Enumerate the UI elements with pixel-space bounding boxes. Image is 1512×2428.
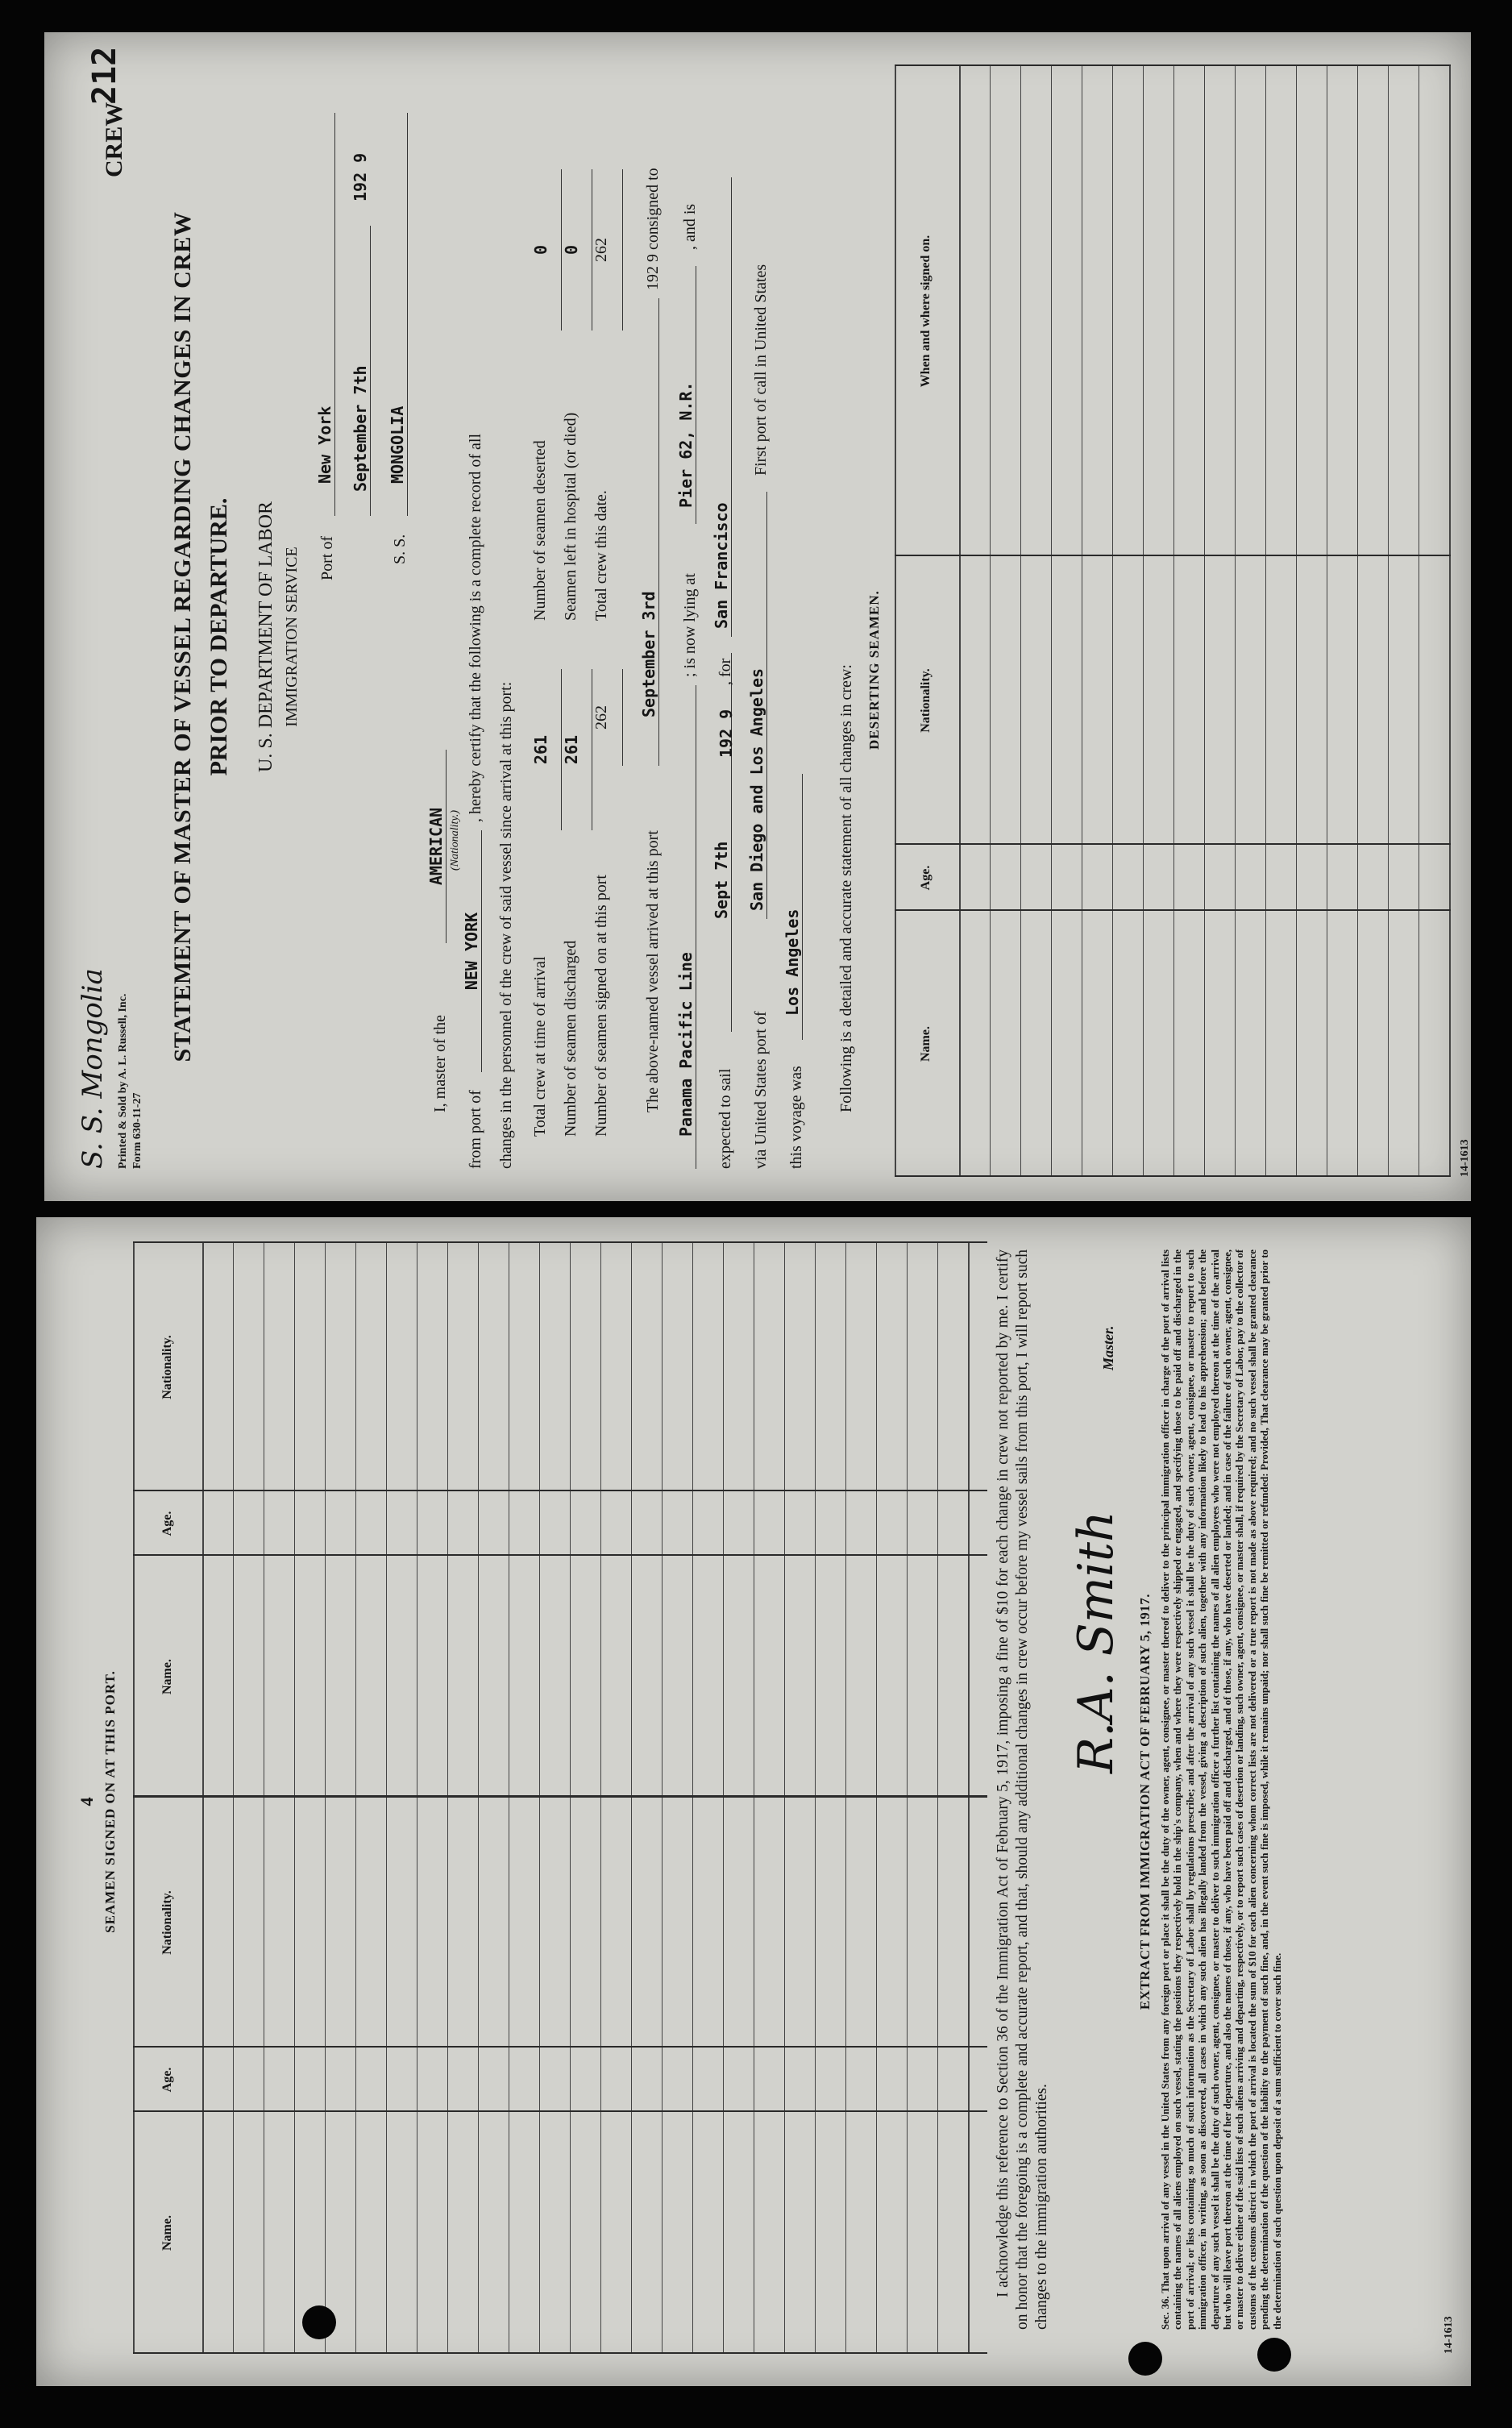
extract-text: Sec. 36. That upon arrival of any vessel in the United States from any foreign port or place it shall be the duty of the owner, agent, consignee, or master thereof to deliver to the principal immigration officer in charge of the port of arrival lists containing the names of all aliens employed on such vessel, stating the positions they respectively hold in the ship's company, when and where they were respectively shipped or engaged, and specifying those to be paid off and discharged in the port of arrival; or lists containing so much of such information as the Secretary of Labor shall by regulations prescribe; and after the arrival of any such vessel it shall be the duty of such owner, agent, consignee, or master to report to such immigration officer, in writing, as soon as discovered, all cases in which any such alien has illegally landed from the vessel, giving a description of such alien, together with any information likely to lead to his apprehension; and before the departure of any such vessel it shall be the duty of such owner, agent, consignee, or master to deliver to such immigration officer a further list containing the names of all alien employees who were not employed thereon at the time of the arrival but who will leave port thereon at the time of her departure, and also the names of those, if any, who have been paid off and discharged, and of those, if any, who have deserted or landed; and in case of the failure of such owner, agent, consignee, or master to deliver either of the said lists of such aliens arriving and departing, respectively, or to report such cases of desertion or landing, such owner, agent, consignee, or master shall, if required by the Secretary of Labor, pay to the collector of customs of the customs district in which the port of arrival is located the sum of $10 for each alien concerning whom correct lists are not delivered or a true report is not made as above required; and no such vessel shall be granted clearance pending the determination of the question of the liability to the payment of such fine, and, in the event such fine is imposed, while it remains unpaid; nor shall such fine be remitted or refunded: Provided, That clearance may be granted prior to the determination of such question upon deposit of a sum sufficient to cover such fine. bbox=[1160, 1249, 1283, 2330]
stat-label: Number of seamen signed on at this port bbox=[592, 875, 610, 1137]
col-header-age: Age. bbox=[160, 2067, 174, 2093]
crew-number: 212 bbox=[86, 46, 123, 105]
stat-value: 0 bbox=[531, 169, 562, 331]
deserting-title: DESERTING SEAMEN. bbox=[866, 590, 882, 750]
handwritten-vessel-note: S. S. Mongolia bbox=[77, 968, 109, 1169]
col-header-age: Age. bbox=[919, 865, 933, 891]
stats-left bbox=[531, 653, 623, 1137]
first-port-text: First port of call in United States bbox=[752, 264, 770, 476]
department-name: U. S. DEPARTMENT OF LABOR bbox=[255, 501, 276, 772]
col-header-nationality-2: Nationality. bbox=[160, 1335, 174, 1399]
stat-label: Number of seamen deserted bbox=[531, 440, 549, 621]
form-front-content bbox=[44, 32, 1471, 1201]
col-header-name-2: Name. bbox=[160, 1659, 174, 1694]
nationality-caption: (Nationality.) bbox=[449, 809, 461, 871]
arrived-value: September 3rd bbox=[639, 298, 659, 766]
consignee-value: Panama Pacific Line bbox=[676, 685, 696, 1169]
stat-value: 262 bbox=[592, 669, 623, 766]
form-title: STATEMENT OF MASTER OF VESSEL REGARDING CHANGES IN CREW bbox=[169, 211, 196, 1062]
form-number-front: 14-1613 bbox=[1459, 1139, 1471, 1177]
sail-year: 192 9 bbox=[717, 709, 736, 758]
this-voyage-text: this voyage was bbox=[787, 1066, 805, 1169]
stat-row bbox=[562, 653, 592, 1137]
form-number-line: Form 630-11-27 bbox=[131, 1092, 143, 1169]
stat-row bbox=[592, 653, 623, 1137]
arrived-year: 192 9 consigned to bbox=[644, 168, 662, 290]
stat-label: Number of seamen discharged bbox=[562, 940, 579, 1137]
stat-row bbox=[531, 137, 562, 621]
stat-label: Total crew at time of arrival bbox=[531, 956, 549, 1137]
stat-row bbox=[562, 137, 592, 621]
lying-text: ; is now lying at bbox=[681, 573, 699, 677]
form-back-content bbox=[36, 1217, 1471, 2386]
printer-line: Printed & Sold by A. L. Russell, Inc. bbox=[117, 993, 129, 1169]
port-label: Port of bbox=[318, 536, 336, 580]
stat-row bbox=[531, 653, 562, 1137]
col-header-age-2: Age. bbox=[160, 1511, 174, 1536]
voyage-value: Los Angeles bbox=[783, 774, 803, 1040]
form-page-back bbox=[36, 1217, 1471, 2386]
pier-value: Pier 62, N.R. bbox=[676, 266, 696, 524]
certify-text: , hereby certify that the following is a complete record of all bbox=[467, 433, 484, 822]
page-number: 4 bbox=[77, 1797, 97, 1806]
master-label: Master. bbox=[1100, 1325, 1116, 1370]
master-prefix: I, master of the bbox=[431, 1014, 449, 1112]
deserting-table bbox=[895, 64, 1451, 1177]
stat-label: Seamen left in hospital (or died) bbox=[562, 412, 579, 621]
stat-row bbox=[592, 137, 623, 621]
nationality-value: AMERICAN bbox=[426, 750, 447, 943]
changes-text: changes in the personnel of the crew of said vessel since arrival at this port: bbox=[497, 681, 515, 1169]
sail-value: Sept 7th bbox=[712, 653, 732, 1032]
acknowledgement-text: I acknowledge this reference to Section 36 of the Immigration Act of February 5, 1917, imposing a fine of $10 for each change in crew not reported by me. I certify on honor that the foregoing is a complete and accurate report, and that, should any additional changes in crew occur before my vessel sails from this port, I will report such changes to the immigration authorities. bbox=[995, 1249, 1050, 2330]
date-value: September 7th bbox=[351, 226, 371, 516]
stats-right bbox=[531, 137, 623, 621]
punch-hole bbox=[302, 2305, 336, 2339]
port-value: New York bbox=[315, 113, 335, 516]
punch-hole bbox=[1128, 2342, 1162, 2376]
for-text: , for bbox=[717, 658, 734, 685]
signed-on-title: SEAMEN SIGNED ON AT THIS PORT. bbox=[102, 1670, 118, 1933]
date-year: 192 9 bbox=[351, 152, 370, 202]
crew-label: CREW bbox=[101, 102, 127, 177]
for-value: San Francisco bbox=[712, 177, 732, 637]
and-is-text: , and is bbox=[681, 203, 699, 250]
master-signature: R.A. Smith bbox=[1068, 1511, 1124, 1773]
ss-value: MONGOLIA bbox=[388, 113, 408, 516]
col-header-signed-on: When and where signed on. bbox=[919, 235, 933, 388]
service-name: IMMIGRATION SERVICE bbox=[283, 547, 301, 727]
stat-value: 262 bbox=[592, 169, 623, 331]
from-port-label: from port of bbox=[467, 1090, 484, 1169]
via-text: via United States port of bbox=[752, 1011, 770, 1169]
stat-value: 261 bbox=[562, 669, 592, 830]
via-value: San Diego and Los Angeles bbox=[747, 492, 767, 919]
signed-on-table bbox=[133, 1241, 987, 2354]
col-header-name: Name. bbox=[160, 2215, 174, 2251]
ss-label: S. S. bbox=[391, 534, 409, 564]
punch-hole bbox=[1257, 2338, 1291, 2372]
arrived-text: The above-named vessel arrived at this port bbox=[644, 830, 662, 1112]
stat-value: 0 bbox=[562, 169, 592, 331]
col-header-name: Name. bbox=[919, 1026, 933, 1062]
form-page-front bbox=[44, 32, 1471, 1201]
form-subtitle: PRIOR TO DEPARTURE. bbox=[206, 497, 232, 776]
col-header-nationality: Nationality. bbox=[160, 1890, 174, 1955]
expected-text: expected to sail bbox=[717, 1068, 734, 1169]
stat-label: Total crew this date. bbox=[592, 490, 610, 621]
extract-title: EXTRACT FROM IMMIGRATION ACT OF FEBRUARY 5, 1917. bbox=[1137, 1593, 1153, 2010]
form-number-back: 14-1613 bbox=[1443, 2316, 1455, 2354]
from-port-value: NEW YORK bbox=[462, 830, 482, 1072]
col-header-nationality: Nationality. bbox=[919, 668, 933, 733]
following-text: Following is a detailed and accurate statement of all changes in crew: bbox=[837, 664, 855, 1112]
stat-value: 261 bbox=[531, 669, 562, 830]
